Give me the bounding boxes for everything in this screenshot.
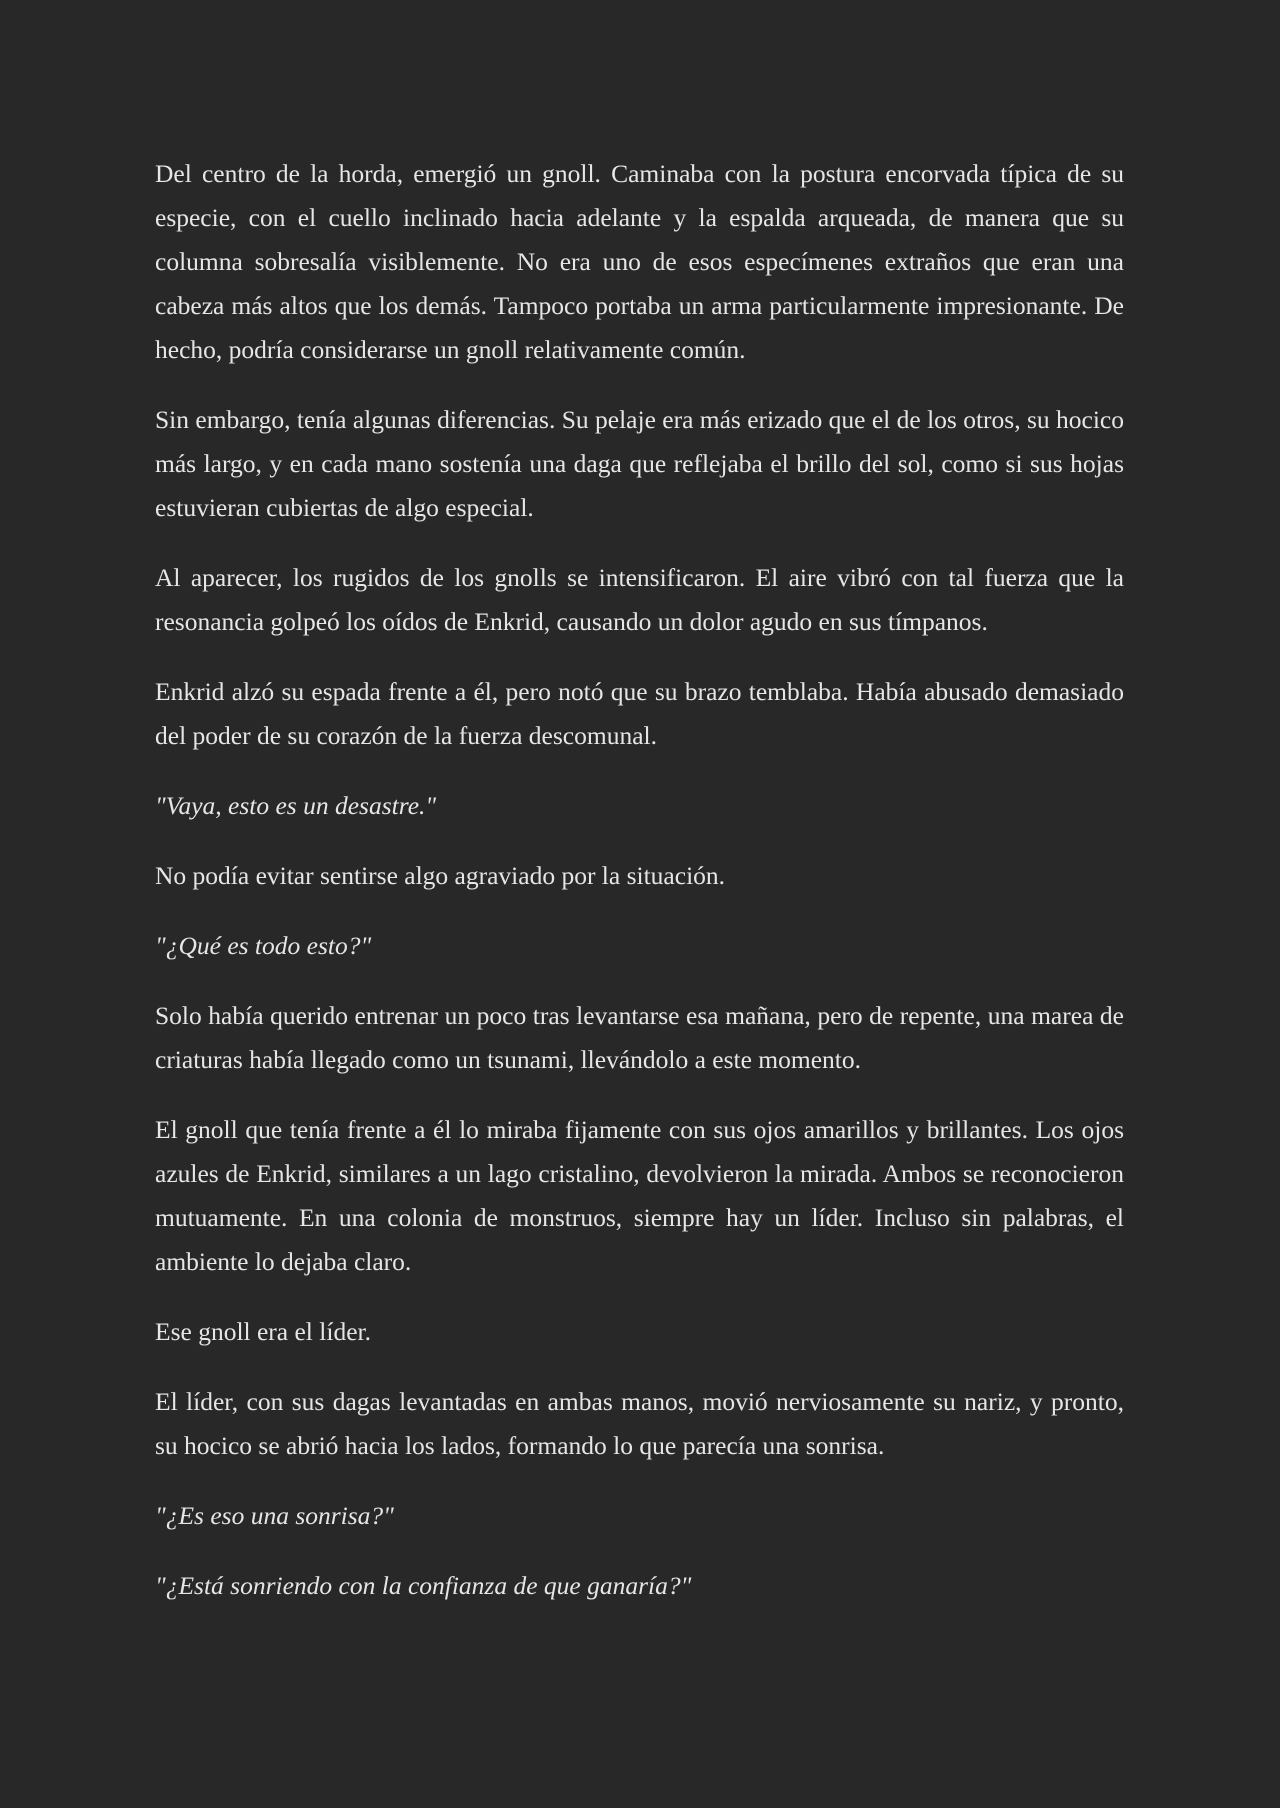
thought-paragraph: "¿Qué es todo esto?"	[155, 931, 372, 960]
chapter-text	[155, 152, 1124, 1608]
paragraph: Enkrid alzó su espada frente a él, pero notó que su brazo temblaba. Había abusado demasiado del poder de su corazón de la fuerza descomunal.	[155, 677, 1124, 750]
paragraph: No podía evitar sentirse algo agraviado por la situación.	[155, 861, 726, 890]
thought-paragraph: "Vaya, esto es un desastre."	[155, 791, 437, 820]
paragraph: Ese gnoll era el líder.	[155, 1317, 371, 1346]
thought-paragraph: "¿Es eso una sonrisa?"	[155, 1501, 394, 1530]
paragraph: El líder, con sus dagas levantadas en ambas manos, movió nerviosamente su nariz, y pronto, su hocico se abrió hacia los lados, formando lo que parecía una sonrisa.	[155, 1387, 1124, 1460]
paragraph: El gnoll que tenía frente a él lo miraba fijamente con sus ojos amarillos y brillantes. Los ojos azules de Enkrid, similares a un lago cristalino, devolvieron la mirada. Ambos se reconocieron mutuamente. En una colonia de monstruos, siempre hay un líder. Incluso sin palabras, el ambiente lo dejaba claro.	[155, 1115, 1124, 1276]
paragraph: Solo había querido entrenar un poco tras levantarse esa mañana, pero de repente, una marea de criaturas había llegado como un tsunami, llevándolo a este momento.	[155, 1001, 1124, 1074]
thought-paragraph: "¿Está sonriendo con la confianza de que ganaría?"	[155, 1571, 692, 1600]
paragraph: Al aparecer, los rugidos de los gnolls se intensificaron. El aire vibró con tal fuerza que la resonancia golpeó los oídos de Enkrid, causando un dolor agudo en sus tímpanos.	[155, 563, 1124, 636]
paragraph: Del centro de la horda, emergió un gnoll. Caminaba con la postura encorvada típica de su especie, con el cuello inclinado hacia adelante y la espalda arqueada, de manera que su columna sobresalía visiblemente. No era uno de esos especímenes extraños que eran una cabeza más altos que los demás. Tampoco portaba un arma particularmente impresionante. De hecho, podría considerarse un gnoll relativamente común.	[155, 159, 1124, 364]
paragraph: Sin embargo, tenía algunas diferencias. Su pelaje era más erizado que el de los otros, su hocico más largo, y en cada mano sostenía una daga que reflejaba el brillo del sol, como si sus hojas estuvieran cubiertas de algo especial.	[155, 405, 1124, 522]
